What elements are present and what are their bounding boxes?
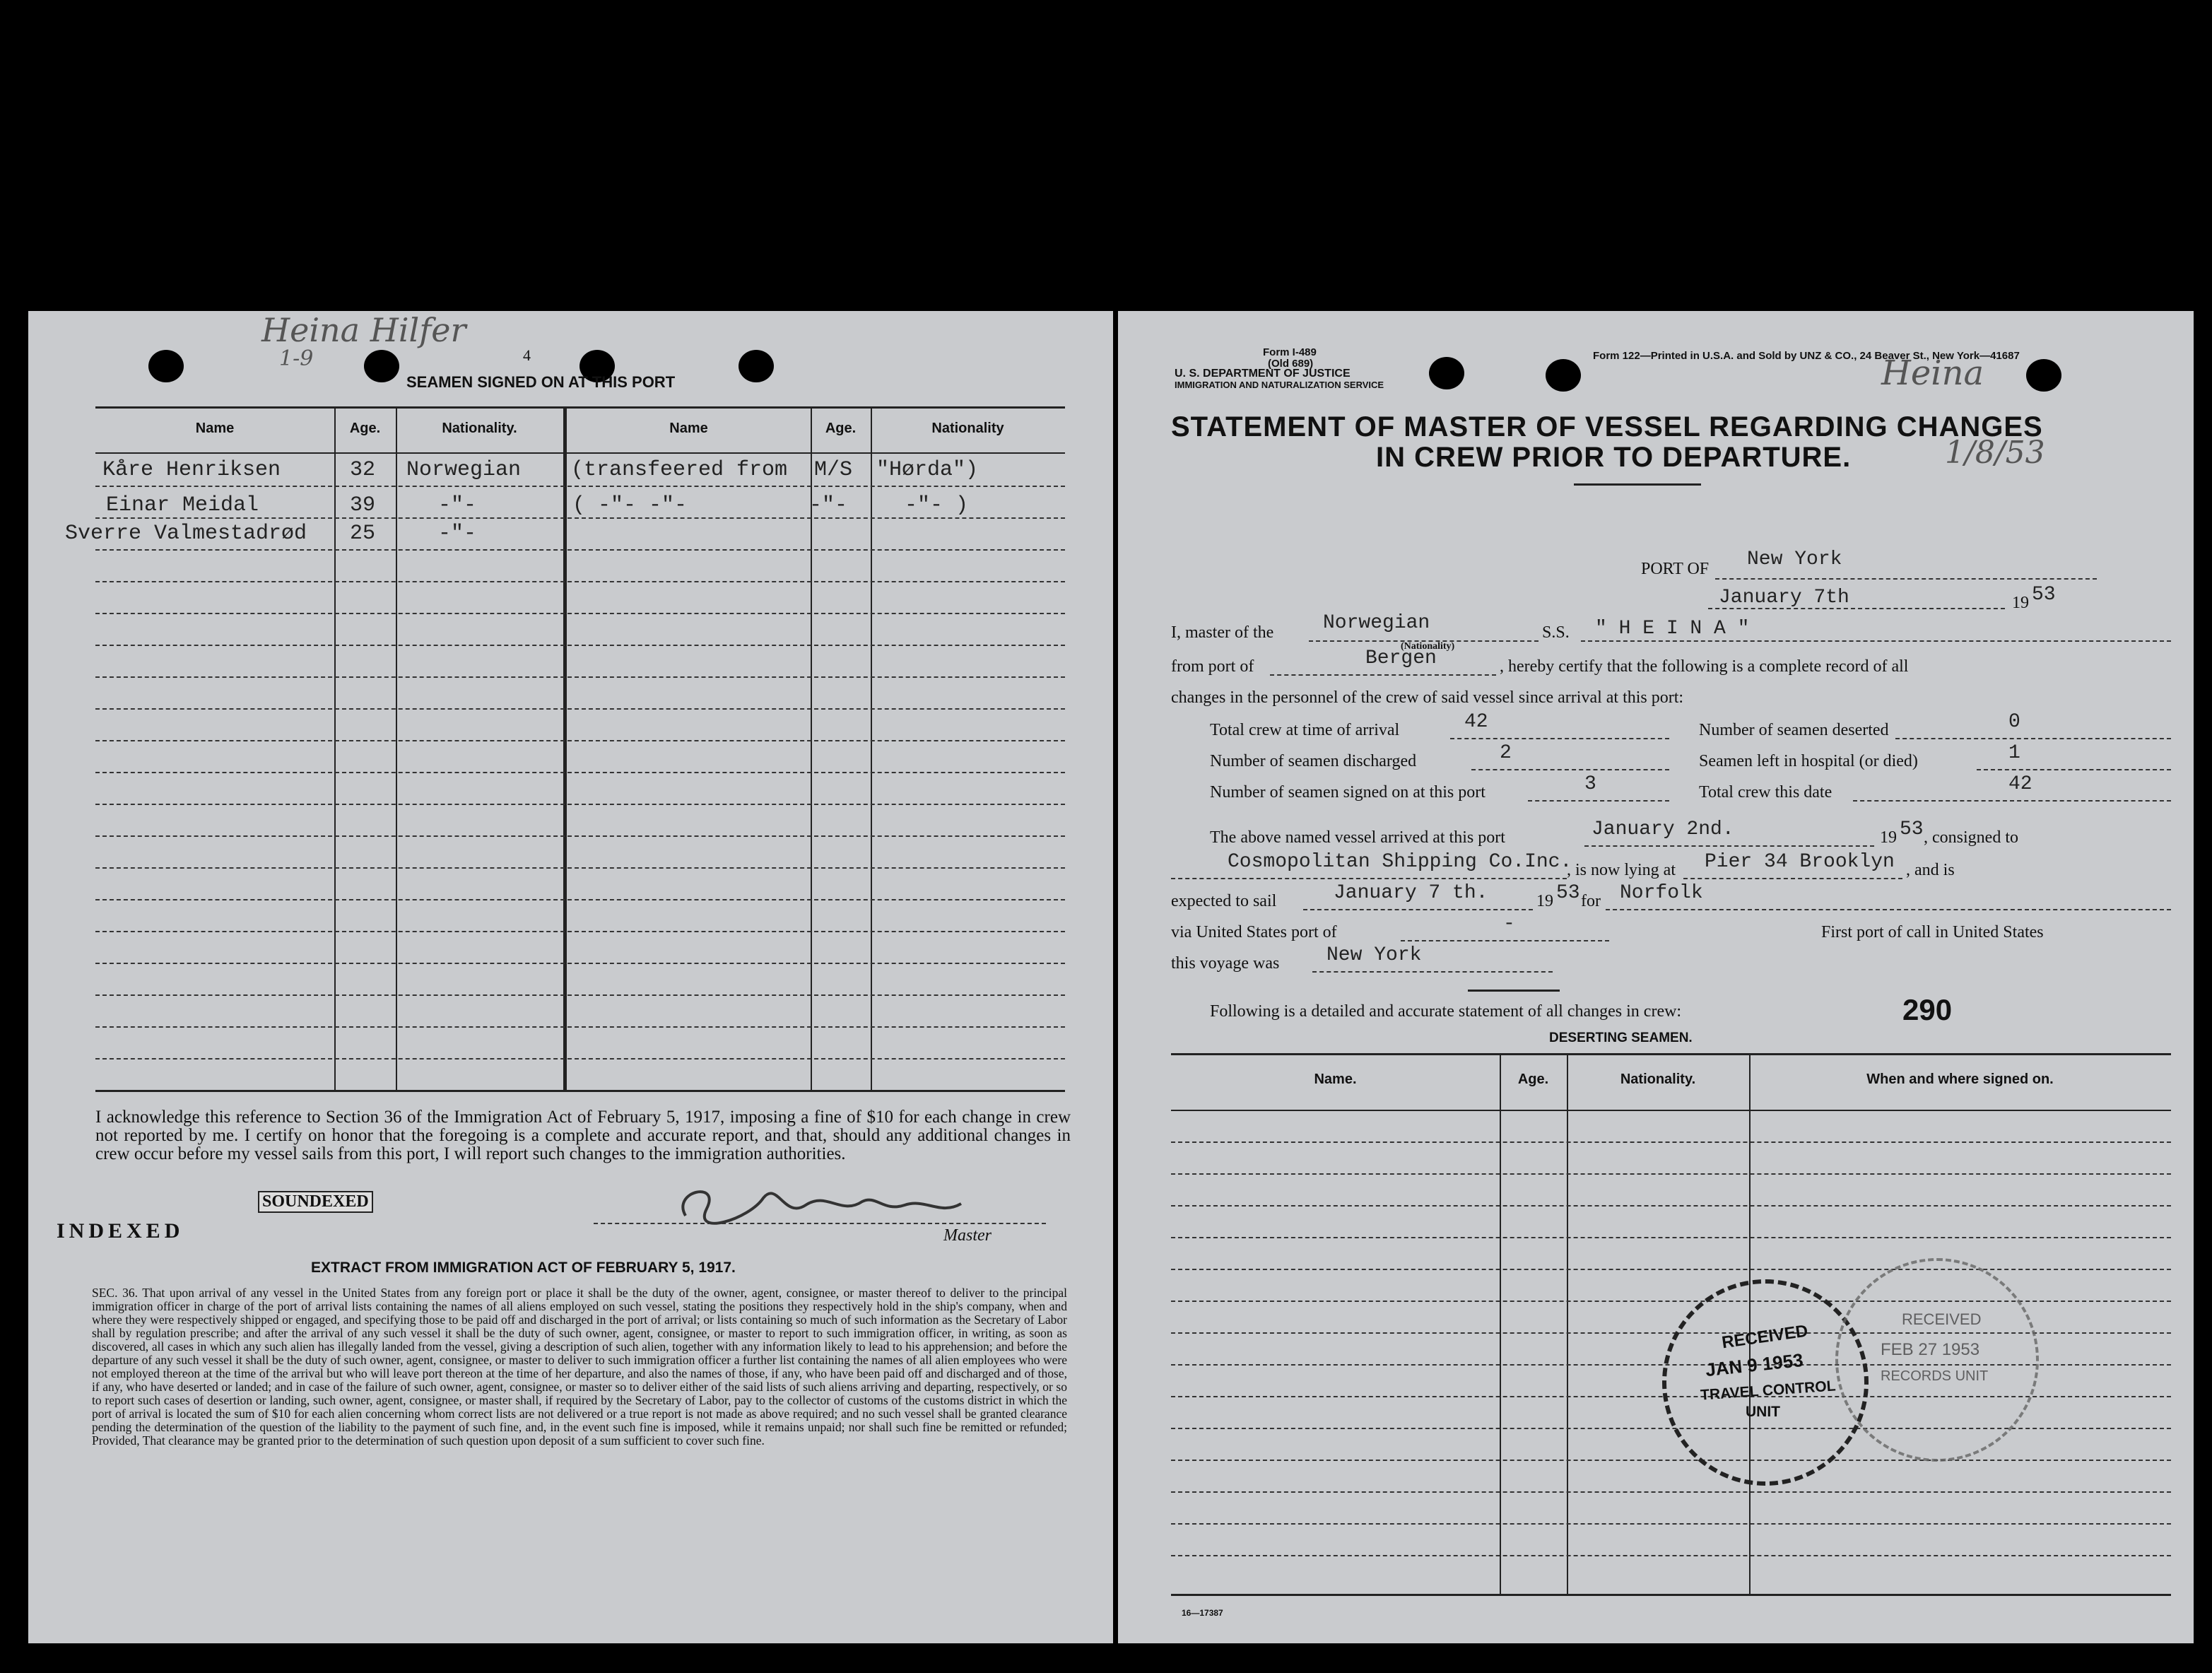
for-value: Norfolk bbox=[1620, 882, 1703, 904]
row-rule bbox=[1171, 1555, 2171, 1556]
col-header-name: Name. bbox=[1314, 1072, 1357, 1087]
row-rule bbox=[95, 549, 1065, 551]
column-divider bbox=[563, 406, 567, 1090]
deserted-value: 0 bbox=[2008, 711, 2020, 733]
year-value: 53 bbox=[2032, 584, 2056, 606]
row-rule bbox=[95, 645, 1065, 646]
indexed-stamp: INDEXED bbox=[57, 1219, 184, 1243]
following-text: Following is a detailed and accurate statement of all changes in crew: bbox=[1210, 1002, 1682, 1021]
column-divider bbox=[871, 406, 872, 1090]
row-rule bbox=[95, 867, 1065, 869]
received-stamp-travel-control: RECEIVED JAN 9 1953 TRAVEL CONTROL UNIT bbox=[1662, 1279, 1869, 1486]
table-cell: (transfeered from bbox=[571, 458, 788, 482]
underline bbox=[1584, 845, 1874, 847]
certify-text: , hereby certify that the following is a complete record of all bbox=[1500, 657, 1909, 676]
form-number: Form I-489 bbox=[1263, 346, 1317, 358]
page-number: 4 bbox=[523, 346, 531, 364]
table-cell: Norwegian bbox=[406, 458, 522, 482]
row-rule bbox=[95, 581, 1065, 582]
lying-label: , is now lying at bbox=[1567, 861, 1676, 879]
arrived-label: The above named vessel arrived at this port bbox=[1210, 828, 1505, 847]
total-this-date-label: Total crew this date bbox=[1699, 783, 1832, 802]
year-prefix: 19 bbox=[1536, 892, 1553, 910]
underline bbox=[1606, 909, 2171, 910]
column-divider bbox=[1567, 1053, 1568, 1594]
row-rule bbox=[95, 1058, 1065, 1059]
punch-hole bbox=[2026, 359, 2061, 392]
underline bbox=[1895, 738, 2171, 739]
row-rule bbox=[95, 994, 1065, 996]
hospital-label: Seamen left in hospital (or died) bbox=[1699, 752, 1918, 770]
signed-on-value: 3 bbox=[1584, 773, 1596, 795]
row-rule bbox=[95, 708, 1065, 710]
row-rule bbox=[95, 931, 1065, 932]
footer-code: 16—17387 bbox=[1182, 1608, 1223, 1618]
handwritten-reference: 1-9 bbox=[279, 346, 314, 371]
column-divider bbox=[1500, 1053, 1501, 1594]
service-label: IMMIGRATION AND NATURALIZATION SERVICE bbox=[1175, 380, 1384, 390]
table-bottom-rule bbox=[1171, 1594, 2171, 1596]
soundexed-stamp: SOUNDEXED bbox=[258, 1191, 373, 1213]
column-divider bbox=[334, 406, 336, 1090]
table-top-rule bbox=[95, 406, 1065, 409]
port-value: New York bbox=[1747, 548, 1842, 570]
punch-hole bbox=[1429, 357, 1464, 389]
table-cell: 25 bbox=[350, 522, 376, 546]
port-label: PORT OF bbox=[1641, 560, 1710, 578]
col-header-name-2: Name bbox=[669, 421, 708, 436]
first-port-label: First port of call in United States bbox=[1821, 923, 2044, 941]
underline bbox=[1303, 909, 1533, 910]
department-label: U. S. DEPARTMENT OF JUSTICE bbox=[1175, 368, 1351, 380]
consigned-label: , consigned to bbox=[1924, 828, 2018, 847]
row-rule bbox=[1171, 1428, 2171, 1429]
discharged-value: 2 bbox=[1500, 742, 1512, 764]
via-label: via United States port of bbox=[1171, 923, 1337, 941]
printer-note: Form 122—Printed in U.S.A. and Sold by UNZ & CO., 24 Beaver St., New York—41687 bbox=[1593, 350, 2020, 362]
for-label: for bbox=[1581, 892, 1601, 910]
expected-value: January 7 th. bbox=[1334, 882, 1488, 904]
row-rule bbox=[1171, 1237, 2171, 1238]
col-header-nationality: Nationality. bbox=[442, 421, 517, 436]
underline bbox=[1471, 769, 1669, 770]
punch-hole bbox=[364, 350, 399, 382]
row-rule bbox=[95, 835, 1065, 837]
left-page bbox=[28, 311, 1113, 1643]
row-rule bbox=[1171, 1460, 2171, 1461]
row-rule bbox=[1171, 1269, 2171, 1270]
section-title: SEAMEN SIGNED ON AT THIS PORT bbox=[406, 373, 676, 391]
table-cell: ( -"- -"- bbox=[572, 493, 688, 517]
table-cell: M/S bbox=[814, 458, 853, 482]
underline bbox=[1401, 940, 1609, 941]
punch-hole bbox=[1546, 359, 1581, 392]
expected-year: 53 bbox=[1556, 882, 1580, 904]
table-bottom-rule bbox=[95, 1090, 1065, 1092]
nationality-caption: (Nationality) bbox=[1401, 641, 1455, 652]
discharged-label: Number of seamen discharged bbox=[1210, 752, 1417, 770]
row-rule bbox=[95, 1026, 1065, 1028]
port-underline bbox=[1715, 578, 2097, 580]
received-stamp-records-unit: RECEIVED FEB 27 1953 RECORDS UNIT bbox=[1835, 1258, 2039, 1462]
table-cell: Sverre Valmestadrød bbox=[65, 522, 307, 546]
expected-label: expected to sail bbox=[1171, 892, 1277, 910]
master-signature bbox=[643, 1177, 1039, 1233]
hospital-value: 1 bbox=[2008, 742, 2020, 764]
vessel-name: " H E I N A " bbox=[1595, 618, 1750, 640]
row-rule bbox=[1171, 1523, 2171, 1525]
punch-hole bbox=[148, 350, 184, 382]
table-top-rule bbox=[1171, 1053, 2171, 1055]
lying-value: Pier 34 Brooklyn bbox=[1705, 851, 1895, 873]
year-prefix: 19 bbox=[1880, 828, 1897, 847]
consignee-value: Cosmopolitan Shipping Co.Inc. bbox=[1228, 851, 1572, 873]
underline bbox=[1528, 800, 1669, 802]
row-rule bbox=[95, 963, 1065, 964]
table-cell: -"- bbox=[809, 493, 848, 517]
signature-line bbox=[594, 1223, 1046, 1224]
row-rule bbox=[95, 676, 1065, 678]
punch-hole bbox=[739, 350, 774, 382]
col-header-name: Name bbox=[195, 421, 235, 436]
this-voyage-value: New York bbox=[1326, 944, 1422, 966]
underline bbox=[1977, 769, 2171, 770]
arrived-value: January 2nd. bbox=[1592, 818, 1734, 840]
stamp-number: 290 bbox=[1902, 993, 1953, 1026]
master-label: Master bbox=[943, 1226, 992, 1245]
row-rule bbox=[95, 486, 1065, 487]
row-rule bbox=[95, 517, 1065, 519]
extract-title: EXTRACT FROM IMMIGRATION ACT OF FEBRUARY 5, 1917. bbox=[311, 1260, 736, 1276]
col-header-nationality: Nationality. bbox=[1620, 1072, 1696, 1087]
via-value: - bbox=[1503, 913, 1515, 935]
row-rule bbox=[95, 899, 1065, 900]
row-rule bbox=[95, 772, 1065, 773]
table-header-rule bbox=[95, 452, 1065, 454]
column-divider bbox=[396, 406, 397, 1090]
total-crew-arrival-label: Total crew at time of arrival bbox=[1210, 721, 1400, 739]
from-port-label: from port of bbox=[1171, 657, 1254, 676]
underline bbox=[1171, 878, 1567, 879]
master-of-label: I, master of the bbox=[1171, 623, 1274, 642]
acknowledgment-text: I acknowledge this reference to Section 36 of the Immigration Act of February 5, 1917, imposing a fine of $10 for each change in crew not reported by me. I certify on honor that the foregoing is a complete and accurate report, and that, should any additional changes in crew occur before my vessel sails from this port, I will report such changes to the immigration authorities. bbox=[95, 1108, 1071, 1163]
col-header-signed-on: When and where signed on. bbox=[1866, 1072, 2054, 1087]
underline bbox=[1450, 738, 1669, 739]
table-cell: Einar Meidal bbox=[106, 493, 259, 517]
from-port-underline bbox=[1270, 674, 1496, 676]
form-title-line1: STATEMENT OF MASTER OF VESSEL REGARDING CHANGES bbox=[1171, 411, 2043, 442]
arrived-year: 53 bbox=[1900, 818, 1924, 840]
table-header-rule bbox=[1171, 1110, 2171, 1111]
underline bbox=[1853, 800, 2171, 802]
deserting-title: DESERTING SEAMEN. bbox=[1549, 1031, 1693, 1045]
row-rule bbox=[95, 740, 1065, 741]
date-value: January 7th bbox=[1719, 587, 1849, 609]
table-cell: 39 bbox=[350, 493, 376, 517]
table-cell: Kåre Henriksen bbox=[102, 458, 281, 482]
table-cell: -"- bbox=[438, 522, 477, 546]
handwritten-vessel-name: Heina bbox=[1881, 353, 1984, 393]
deserted-label: Number of seamen deserted bbox=[1699, 721, 1889, 739]
ss-label: S.S. bbox=[1542, 623, 1570, 642]
handwritten-date: 1/8/53 bbox=[1945, 435, 2045, 471]
year-prefix: 19 bbox=[2012, 594, 2029, 612]
extract-body: SEC. 36. That upon arrival of any vessel in the United States from any foreign port or place it shall be the duty of the owner, agent, consignee, or master thereof to deliver to the principal immigration officer in charge of the port of arrival lists containing the names of all aliens employed on such vessel, stating the positions they respectively hold in the ship's company, when and where they were respectively shipped or engaged, and specifying those to be paid off and discharged in the port of arrival; or lists containing so much of such information as the Secretary of Labor shall by regulation prescribe; and after the arrival of any such vessel it shall be the duty of such owner, agent, consignee, or master to report to such immigration officer, in writing, as soon as discovered, all cases in which any such alien has illegally landed from the vessel, giving a description of such alien, together with any information likely to lead to his apprehension; and before the departure of any such vessel it shall be the duty of such owner, agent, consignee, or master to deliver to such immigration officer a further list containing the names of all alien employees who were not employed thereon at the time of the arrival but who will leave port thereon at the time of her departure, and also the names of those, if any, who have been paid off and discharged and of those, if any, who have deserted or landed; and in case of the failure of such owner, agent, consignee, or master so to deliver either of the said lists of such aliens arriving and departing, respectively, or so to report such cases of desertion or landing, such owner, agent, consignee, or master shall, if required by the Secretary of Labor, pay to the collector of customs of the customs district in which the port of arrival is located the sum of $10 for each alien concerning whom correct lists are not delivered or a true report is not made as above required; and no such vessel shall be granted clearance pending the determination of the question of the liability to the payment of such fine, and, in the event such fine is imposed, while it remains unpaid; nor shall such fine be remitted or refunded; Provided, That clearance may be granted prior to the determination of such question upon deposit of a sum sufficient to cover such fine. bbox=[92, 1286, 1067, 1448]
row-rule bbox=[1171, 1173, 2171, 1175]
row-rule bbox=[1171, 1205, 2171, 1207]
col-header-nationality-2: Nationality bbox=[931, 421, 1004, 436]
changes-text: changes in the personnel of the crew of said vessel since arrival at this port: bbox=[1171, 688, 1684, 707]
underline bbox=[1312, 971, 1553, 973]
row-rule bbox=[95, 613, 1065, 614]
separator-rule bbox=[1468, 990, 1560, 992]
table-cell: "Hørda") bbox=[876, 458, 979, 482]
table-cell: 32 bbox=[350, 458, 376, 482]
handwritten-annotation: Heina Hilfer bbox=[261, 311, 466, 349]
table-cell: -"- ) bbox=[905, 493, 969, 517]
from-port-value: Bergen bbox=[1365, 647, 1437, 669]
this-voyage-label: this voyage was bbox=[1171, 954, 1280, 973]
row-rule bbox=[95, 804, 1065, 805]
and-is-label: , and is bbox=[1906, 861, 1955, 879]
col-header-age: Age. bbox=[349, 421, 381, 436]
vessel-underline bbox=[1581, 640, 2171, 642]
row-rule bbox=[1171, 1491, 2171, 1493]
total-this-date-value: 42 bbox=[2008, 773, 2032, 795]
col-header-age-2: Age. bbox=[825, 421, 857, 436]
form-title-line2: IN CREW PRIOR TO DEPARTURE. bbox=[1376, 442, 1852, 473]
right-page bbox=[1118, 311, 2194, 1643]
title-rule bbox=[1574, 483, 1701, 486]
underline bbox=[1683, 878, 1902, 879]
row-rule bbox=[1171, 1141, 2171, 1143]
form-old-number: (Old 689) bbox=[1268, 358, 1314, 370]
nationality-value: Norwegian bbox=[1323, 612, 1430, 634]
col-header-age: Age. bbox=[1517, 1072, 1549, 1087]
table-cell: -"- bbox=[438, 493, 477, 517]
signed-on-label: Number of seamen signed on at this port bbox=[1210, 783, 1486, 802]
total-crew-arrival-value: 42 bbox=[1464, 711, 1488, 733]
